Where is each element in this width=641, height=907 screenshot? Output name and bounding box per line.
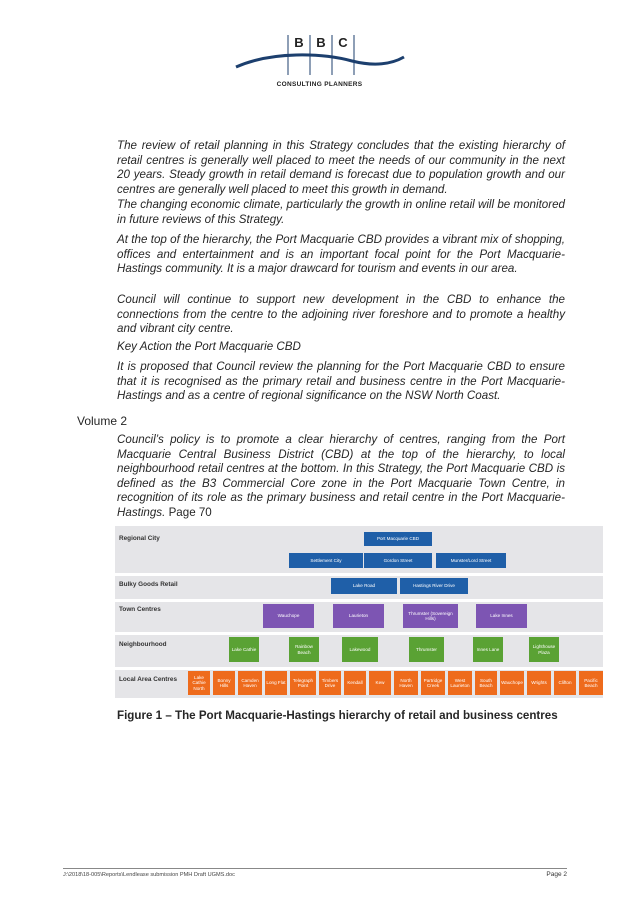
paragraph-volume-2 <box>117 433 565 521</box>
footer-page-number: Page 2 <box>546 871 567 878</box>
logo-subtitle: CONSULTING PLANNERS <box>276 81 363 88</box>
key-action-heading: Key Action the Port Macquarie CBD <box>117 340 301 353</box>
centre-box: Wrights <box>527 671 551 695</box>
centre-box: South Beach <box>475 671 497 695</box>
centre-box: Thrumster (Sovereign Hills) <box>403 604 458 628</box>
centre-box: Laurieton <box>333 604 384 628</box>
centre-box: Partridge Creek <box>421 671 445 695</box>
volume-text: Council’s policy is to promote a clear hierarchy of centres, ranging from the Port Macquarie Central Business District (CBD) at the top of the hierarchy, to local neighbourhood retail centres at the bottom. In this Strategy, the Port Macquarie CBD is defined as the B3 Commercial Core zone in the Port Macquarie Town Centre, in recognition of its role as the primary business and retail centre in the Port Macquarie-Hastings. <box>117 433 565 519</box>
centre-box: Lighthouse Plaza <box>529 637 559 662</box>
centre-box: Lake Cathie North <box>188 671 210 695</box>
centre-box: Kew <box>369 671 391 695</box>
volume-label: Volume 2 <box>77 414 128 428</box>
centre-box: Gordon Street <box>364 553 432 568</box>
centre-box: Lakewood <box>342 637 378 662</box>
centre-box: West Laurieton <box>448 671 472 695</box>
level-label: Neighbourhood <box>119 641 167 648</box>
centre-box: Lake Cathie <box>229 637 259 662</box>
footer-rule <box>63 868 567 869</box>
centre-box: Rainbow Beach <box>289 637 319 662</box>
centre-box: Long Flat <box>265 671 287 695</box>
centre-box: Munster/Lord Street <box>436 553 506 568</box>
centre-box: Port Macquarie CBD <box>364 532 432 546</box>
centre-box: Lake Innes <box>476 604 527 628</box>
centres-hierarchy-diagram <box>115 526 603 698</box>
footer-file-path: J:\2018\18-005\Reports\Lendlease submission PMH Draft UGMS.doc <box>63 872 235 878</box>
page-reference: Page 70 <box>168 505 212 519</box>
centre-box: Wauchope <box>500 671 524 695</box>
paragraph-retail-review: The review of retail planning in this Strategy concludes that the existing hierarchy of retail centres is generally well placed to meet the needs of our community in the next 20 years. Steady growth in retail demand is forecast due to population growth and our centres are generally well placed to meet this growth in demand. <box>117 139 565 196</box>
centre-box: Lake Road <box>331 578 397 594</box>
level-label: Town Centres <box>119 606 161 613</box>
logo-letter: C <box>338 35 348 50</box>
level-label: Regional City <box>119 535 160 542</box>
bbc-logo <box>232 33 407 93</box>
centre-box: Pacific Beach <box>579 671 603 695</box>
centre-box: Thrumster <box>409 637 444 662</box>
logo-letter: B <box>316 35 326 50</box>
centre-box: Wauchope <box>263 604 314 628</box>
logo-letter: B <box>294 35 304 50</box>
centre-box: North Haven <box>394 671 418 695</box>
centre-box: Kendall <box>344 671 366 695</box>
level-label: Local Area Centres <box>119 676 178 683</box>
paragraph-cbd-support: Council will continue to support new development in the CBD to enhance the connections from the centre to the adjoining river foreshore and to promote a healthy and vibrant city centre. <box>117 293 565 336</box>
paragraph-economic-climate: The changing economic climate, particularly the growth in online retail will be monitored in future reviews of this Strategy. <box>117 198 565 226</box>
logo-mark <box>232 33 407 81</box>
figure-caption: Figure 1 – The Port Macquarie-Hastings hierarchy of retail and business centres <box>117 709 558 722</box>
centre-box: Clifton <box>554 671 576 695</box>
centre-box: Innes Lane <box>473 637 503 662</box>
centre-box: Settlement City <box>289 553 363 568</box>
level-label: Bulky Goods Retail <box>119 581 178 588</box>
paragraph-key-action: It is proposed that Council review the planning for the Port Macquarie CBD to ensure that it is recognised as the primary retail and business centre in the Port Macquarie-Hastings and as a centre of regional significance on the NSW North Coast. <box>117 360 565 403</box>
centre-box: Telegraph Point <box>290 671 316 695</box>
centre-box: Camden Haven <box>238 671 262 695</box>
paragraph-top-hierarchy: At the top of the hierarchy, the Port Macquarie CBD provides a vibrant mix of shopping, offices and entertainment and is an important focal point for the Port Macquarie-Hastings community. It is a major drawcard for tourism and events in our area. <box>117 233 565 276</box>
centre-box: Bonny Hills <box>213 671 235 695</box>
centre-box: Timbers Drive <box>319 671 341 695</box>
centre-box: Hastings River Drive <box>400 578 468 594</box>
